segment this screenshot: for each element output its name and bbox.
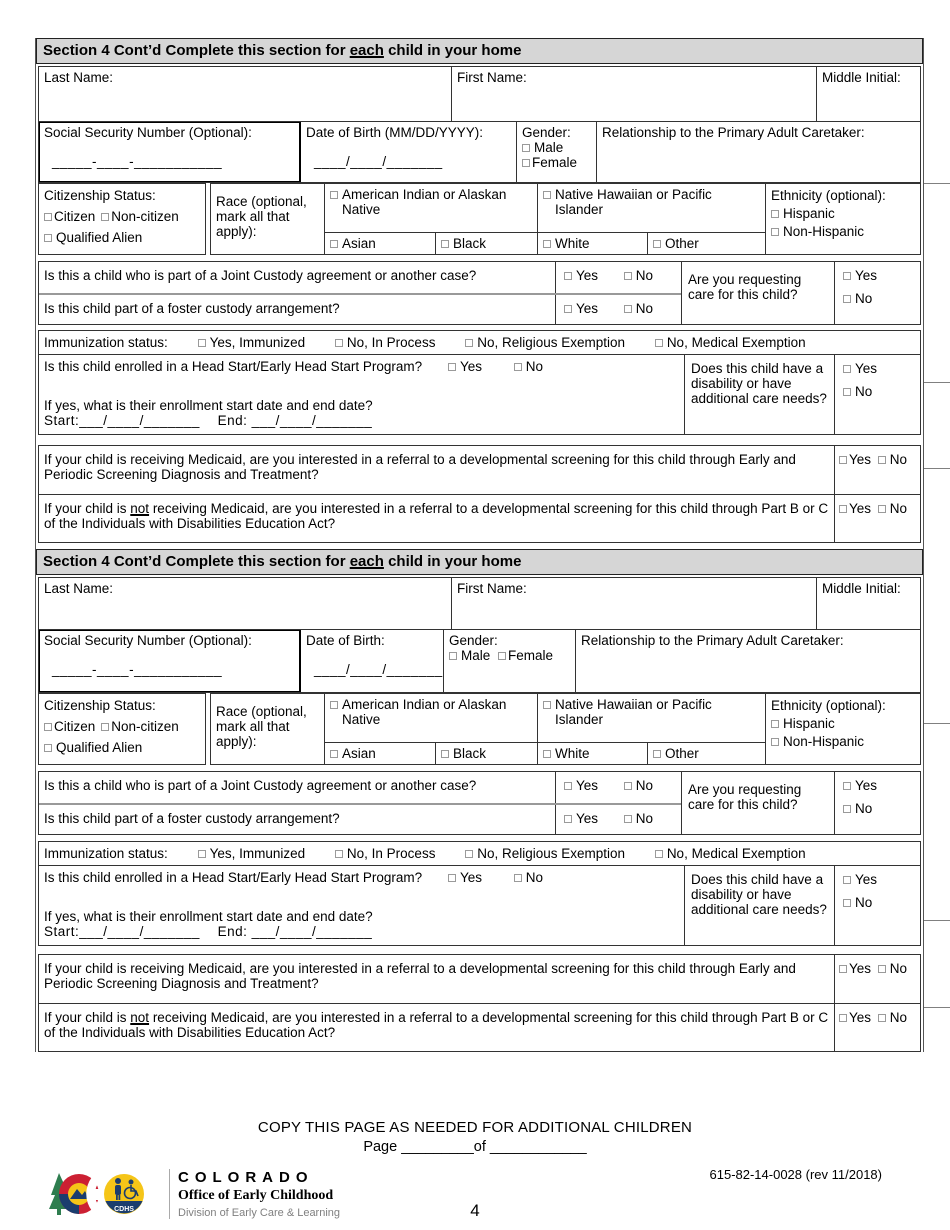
citizenship-race-table [38, 183, 921, 255]
disability-no[interactable] [843, 895, 916, 910]
not-medicaid-question-suffix: receiving Medicaid, are you interested in a referral to a developmental screening for this child through Part B or C of the Individuals with Disabilities Education Act? [44, 501, 829, 531]
first-name-label: First Name: [457, 70, 527, 85]
yes-immunized-label: Yes, Immunized [209, 335, 306, 350]
qualified-alien-option[interactable] [44, 230, 200, 245]
other-checkbox[interactable] [653, 240, 661, 248]
headstart-end-blank[interactable]: End: ___/____/_______ [217, 413, 373, 428]
immunization-option-religious-exemption[interactable] [465, 335, 625, 350]
not-medicaid-yes-checkbox[interactable] [839, 1014, 847, 1022]
requesting-care-question: Are you requesting care for this child? [681, 262, 834, 324]
headstart-start-blank[interactable]: Start:___/____/_______ [44, 413, 200, 428]
headstart-ifyes-label: If yes, what is their enrollment start date and end date? [44, 398, 373, 413]
joint-custody-no[interactable] [624, 778, 653, 793]
immunization-label: Immunization status: [44, 335, 168, 350]
not-medicaid-no-checkbox[interactable] [878, 505, 886, 513]
yes-label: Yes [855, 268, 878, 283]
yes-label: Yes [855, 778, 878, 793]
not-medicaid-question-underlined: not [130, 1010, 150, 1025]
foster-custody-answer [555, 295, 681, 324]
page-number: 4 [470, 1201, 480, 1220]
non-citizen-label: Non-citizen [111, 719, 179, 734]
headstart-no[interactable] [514, 359, 543, 374]
disability-question: Does this child have a disability or have additional care needs? [684, 355, 834, 434]
no-label: No [889, 501, 908, 516]
relationship-field[interactable] [596, 122, 920, 182]
black-checkbox[interactable] [441, 240, 449, 248]
yes-immunized-label: Yes, Immunized [209, 846, 306, 861]
non-citizen-label: Non-citizen [111, 209, 179, 224]
medicaid-no-checkbox[interactable] [878, 456, 886, 464]
medical-exemption-checkbox[interactable] [655, 339, 663, 347]
american-indian-label: American Indian or Alaskan Native [342, 697, 507, 727]
relationship-label: Relationship to the Primary Adult Caretaker: [581, 633, 844, 648]
black-label: Black [453, 236, 487, 251]
american-indian-label: American Indian or Alaskan Native [342, 187, 507, 217]
medical-exemption-label: No, Medical Exemption [666, 846, 806, 861]
yes-label: Yes [459, 359, 482, 374]
no-in-process-label: No, In Process [346, 846, 436, 861]
form-number: 615-82-14-0028 (rev 11/2018) [709, 1167, 882, 1182]
section-header [36, 38, 923, 64]
race-option-asian[interactable] [325, 743, 435, 764]
no-label: No [635, 268, 654, 283]
race-option-white[interactable] [537, 743, 647, 764]
race-option-black[interactable] [435, 233, 537, 254]
ssn-label: Social Security Number (Optional): [44, 633, 252, 648]
headstart-ifyes-label: If yes, what is their enrollment start date and end date? [44, 909, 373, 924]
dob-field[interactable] [301, 630, 443, 692]
requesting-care-yes-checkbox[interactable] [843, 782, 851, 790]
no-label: No [889, 1010, 908, 1025]
no-label: No [635, 811, 654, 826]
medicaid-no-checkbox[interactable] [878, 965, 886, 973]
not-medicaid-question-suffix: receiving Medicaid, are you interested in a referral to a developmental screening for this child through Part B or C of the Individuals with Disabilities Education Act? [44, 1010, 829, 1040]
joint-custody-answer [555, 262, 681, 293]
native-hawaiian-checkbox[interactable] [543, 701, 551, 709]
requesting-care-no[interactable] [843, 801, 916, 816]
headstart-question-area [39, 355, 684, 434]
foster-custody-yes[interactable] [564, 811, 598, 826]
no-label: No [525, 870, 544, 885]
religious-exemption-label: No, Religious Exemption [477, 846, 626, 861]
division-label: Division of Early Care & Learning [178, 1207, 341, 1219]
american-indian-checkbox[interactable] [330, 701, 338, 709]
last-name-field[interactable] [39, 67, 451, 121]
custody-table [38, 771, 921, 835]
form-body [35, 38, 924, 1052]
not-medicaid-answer [834, 495, 920, 542]
qualified-alien-label: Qualified Alien [56, 230, 143, 245]
headstart-yes[interactable] [448, 359, 482, 374]
immunization-row [39, 842, 920, 866]
grid-line [924, 183, 950, 184]
last-name-label: Last Name: [44, 581, 114, 596]
citizenship-box [38, 183, 206, 255]
immunization-row [39, 331, 920, 355]
race-option-other[interactable] [647, 233, 765, 254]
immunization-option-medical-exemption[interactable] [655, 335, 806, 350]
joint-custody-no-checkbox[interactable] [624, 272, 632, 280]
grid-line [924, 723, 950, 724]
yes-label: Yes [576, 301, 599, 316]
gender-male-option[interactable] [522, 140, 591, 155]
relationship-field[interactable] [575, 630, 920, 692]
disability-yes-checkbox[interactable] [843, 365, 851, 373]
no-label: No [635, 778, 654, 793]
hispanic-checkbox[interactable] [771, 210, 779, 218]
not-medicaid-question [39, 1004, 834, 1051]
yes-immunized-checkbox[interactable] [198, 339, 206, 347]
medicaid-table [38, 954, 921, 1052]
copy-page-note: COPY THIS PAGE AS NEEDED FOR ADDITIONAL CHILDREN [257, 1119, 693, 1136]
religious-exemption-checkbox[interactable] [465, 339, 473, 347]
foster-custody-yes[interactable] [564, 301, 598, 316]
yes-label: Yes [849, 501, 872, 516]
disability-yes-checkbox[interactable] [843, 876, 851, 884]
not-medicaid-yes-checkbox[interactable] [839, 505, 847, 513]
immunization-option-yes-immunized[interactable] [198, 335, 306, 350]
joint-custody-yes[interactable] [564, 778, 598, 793]
race-option-black[interactable] [435, 743, 537, 764]
requesting-care-yes-checkbox[interactable] [843, 272, 851, 280]
dob-field[interactable] [301, 122, 516, 182]
asian-label: Asian [342, 236, 376, 251]
immunization-option-no-in-process[interactable] [335, 335, 436, 350]
section-header-text-suffix: child in your home [383, 553, 522, 570]
other-label: Other [665, 236, 699, 251]
yes-label: Yes [576, 811, 599, 826]
no-label: No [889, 961, 908, 976]
white-checkbox[interactable] [543, 240, 551, 248]
joint-custody-question: Is this a child who is part of a Joint Custody agreement or another case? [44, 268, 477, 283]
disability-no-checkbox[interactable] [843, 388, 851, 396]
section-header-text-suffix: child in your home [383, 42, 522, 59]
section-header-text-prefix: Section 4 Cont’d Complete this section for [43, 553, 350, 570]
disability-answer [834, 866, 920, 945]
non-citizen-option[interactable] [101, 719, 179, 734]
no-label: No [855, 895, 873, 910]
requesting-care-answer [834, 262, 920, 324]
non-hispanic-option[interactable] [771, 224, 915, 239]
disability-yes[interactable] [843, 872, 916, 887]
yes-label: Yes [855, 361, 878, 376]
immunization-label: Immunization status: [44, 846, 168, 861]
immunization-option-yes-immunized[interactable] [198, 846, 306, 861]
headstart-question-area [39, 866, 684, 945]
no-label: No [635, 301, 654, 316]
citizenship-box [38, 693, 206, 765]
joint-custody-question: Is this a child who is part of a Joint Custody agreement or another case? [44, 778, 477, 793]
medicaid-question: If your child is receiving Medicaid, are you interested in a referral to a developmental screening for this child through Early and Periodic Screening Diagnosis and Treatment? [44, 961, 796, 991]
native-hawaiian-label: Native Hawaiian or Pacific Islander [555, 697, 712, 727]
relationship-label: Relationship to the Primary Adult Caretaker: [602, 125, 865, 140]
non-hispanic-option[interactable] [771, 734, 915, 749]
not-medicaid-answer [834, 1004, 920, 1051]
gender-male-option[interactable] [449, 648, 490, 663]
first-name-field[interactable] [451, 67, 816, 121]
requesting-care-question: Are you requesting care for this child? [681, 772, 834, 834]
immunization-option-religious-exemption[interactable] [465, 846, 625, 861]
last-name-field[interactable] [39, 578, 451, 629]
hispanic-checkbox[interactable] [771, 720, 779, 728]
no-label: No [889, 452, 908, 467]
non-citizen-option[interactable] [101, 209, 179, 224]
disability-question: Does this child have a disability or have additional care needs? [684, 866, 834, 945]
ethnicity-box [765, 694, 920, 764]
no-in-process-label: No, In Process [346, 335, 436, 350]
grid-line [924, 468, 950, 469]
ssn-blank-line[interactable]: _____-____-___________ [52, 154, 223, 169]
ssn-blank-line[interactable]: _____-____-___________ [52, 662, 223, 677]
white-checkbox[interactable] [543, 750, 551, 758]
requesting-care-no-checkbox[interactable] [843, 805, 851, 813]
name-table [38, 577, 921, 693]
medicaid-table [38, 445, 921, 543]
white-label: White [555, 746, 590, 761]
yes-label: Yes [849, 961, 872, 976]
other-label: Other [665, 746, 699, 761]
requesting-care-no-checkbox[interactable] [843, 295, 851, 303]
citizen-label: Citizen [54, 719, 96, 734]
not-medicaid-question-prefix: If your child is [44, 1010, 131, 1025]
requesting-care-answer [834, 772, 920, 834]
section-header [36, 549, 923, 575]
no-in-process-checkbox[interactable] [335, 339, 343, 347]
qualified-alien-option[interactable] [44, 740, 200, 755]
male-checkbox[interactable] [522, 144, 530, 152]
religious-exemption-label: No, Religious Exemption [477, 335, 626, 350]
native-hawaiian-checkbox[interactable] [543, 191, 551, 199]
requesting-care-yes[interactable] [843, 778, 916, 793]
colorado-wordmark: COLORADO [178, 1169, 314, 1186]
medicaid-answer [834, 446, 920, 494]
middle-initial-label: Middle Initial: [822, 581, 901, 596]
hispanic-label: Hispanic [783, 716, 835, 731]
joint-custody-no-checkbox[interactable] [624, 782, 632, 790]
medical-exemption-checkbox[interactable] [655, 850, 663, 858]
yes-label: Yes [849, 452, 872, 467]
foster-custody-answer [555, 805, 681, 834]
requesting-care-no[interactable] [843, 291, 916, 306]
non-hispanic-checkbox[interactable] [771, 738, 779, 746]
headstart-yes[interactable] [448, 870, 482, 885]
black-checkbox[interactable] [441, 750, 449, 758]
citizen-label: Citizen [54, 209, 96, 224]
medical-exemption-label: No, Medical Exemption [666, 335, 806, 350]
citizenship-label: Citizenship Status: [44, 698, 156, 713]
race-label: Race (optional, mark all that apply): [211, 184, 325, 254]
joint-custody-yes[interactable] [564, 268, 598, 283]
immunization-headstart-table [38, 841, 921, 946]
hispanic-option[interactable] [771, 716, 915, 731]
grid-line [924, 920, 950, 921]
disability-yes[interactable] [843, 361, 916, 376]
medicaid-yes-checkbox[interactable] [839, 965, 847, 973]
section-header-text-underlined: each [349, 553, 384, 570]
race-table [210, 693, 921, 765]
not-medicaid-no-checkbox[interactable] [878, 1014, 886, 1022]
not-medicaid-question-underlined: not [130, 501, 150, 516]
yes-immunized-checkbox[interactable] [198, 850, 206, 858]
ssn-label: Social Security Number (Optional): [44, 125, 252, 140]
citizenship-race-table [38, 693, 921, 765]
qualified-alien-label: Qualified Alien [56, 740, 143, 755]
religious-exemption-checkbox[interactable] [465, 850, 473, 858]
no-label: No [855, 384, 873, 399]
dob-label: Date of Birth (MM/DD/YYYY): [306, 125, 484, 140]
hispanic-label: Hispanic [783, 206, 835, 221]
foster-custody-no-checkbox[interactable] [624, 815, 632, 823]
gender-female-option[interactable] [522, 155, 591, 170]
cdhs-badge-label: CDHS [114, 1206, 134, 1213]
joint-custody-yes-checkbox[interactable] [564, 272, 572, 280]
foster-custody-no-checkbox[interactable] [624, 305, 632, 313]
headstart-yes-checkbox[interactable] [448, 363, 456, 371]
citizenship-label: Citizenship Status: [44, 188, 156, 203]
ssn-field[interactable] [39, 122, 301, 182]
race-option-american-indian[interactable] [325, 184, 537, 232]
joint-custody-no[interactable] [624, 268, 653, 283]
foster-custody-question: Is this child part of a foster custody arrangement? [44, 811, 340, 826]
headstart-start-blank[interactable]: Start:___/____/_______ [44, 924, 200, 939]
yes-label: Yes [849, 1010, 872, 1025]
dob-blank-line[interactable]: ____/____/_______ [314, 154, 443, 169]
white-label: White [555, 236, 590, 251]
medicaid-yes-checkbox[interactable] [839, 456, 847, 464]
yes-label: Yes [855, 872, 878, 887]
yes-label: Yes [576, 268, 599, 283]
no-label: No [525, 359, 544, 374]
headstart-yes-checkbox[interactable] [448, 874, 456, 882]
ethnicity-label: Ethnicity (optional): [771, 698, 886, 713]
not-medicaid-question-prefix: If your child is [44, 501, 131, 516]
ethnicity-label: Ethnicity (optional): [771, 188, 886, 203]
requesting-care-yes[interactable] [843, 268, 916, 283]
male-checkbox[interactable] [449, 652, 457, 660]
headstart-question: Is this child enrolled in a Head Start/Early Head Start Program? [44, 870, 423, 885]
non-citizen-checkbox[interactable] [101, 213, 109, 221]
gender-label: Gender: [449, 633, 498, 648]
immunization-option-no-in-process[interactable] [335, 846, 436, 861]
black-label: Black [453, 746, 487, 761]
yes-label: Yes [459, 870, 482, 885]
non-citizen-checkbox[interactable] [101, 723, 109, 731]
non-hispanic-checkbox[interactable] [771, 228, 779, 236]
qualified-alien-checkbox[interactable] [44, 744, 52, 752]
first-name-label: First Name: [457, 581, 527, 596]
last-name-label: Last Name: [44, 70, 114, 85]
female-label: Female [508, 648, 554, 663]
foster-custody-no[interactable] [624, 811, 653, 826]
joint-custody-yes-checkbox[interactable] [564, 782, 572, 790]
yes-label: Yes [576, 778, 599, 793]
disability-no[interactable] [843, 384, 916, 399]
race-option-white[interactable] [537, 233, 647, 254]
office-of-early-childhood-label: Office of Early Childhood [178, 1188, 334, 1203]
name-table [38, 66, 921, 183]
hispanic-option[interactable] [771, 206, 915, 221]
gender-field [443, 630, 575, 692]
middle-initial-field[interactable] [816, 67, 920, 121]
gender-label: Gender: [522, 125, 571, 140]
qualified-alien-checkbox[interactable] [44, 234, 52, 242]
asian-checkbox[interactable] [330, 240, 338, 248]
citizen-option[interactable] [44, 209, 95, 224]
foster-custody-yes-checkbox[interactable] [564, 305, 572, 313]
not-medicaid-question [39, 495, 834, 542]
race-table [210, 183, 921, 255]
race-option-native-hawaiian[interactable] [537, 694, 765, 742]
gender-female-option[interactable] [498, 648, 553, 663]
dob-blank-line[interactable]: ____/____/_______ [314, 662, 443, 677]
page-of-line[interactable]: Page _________of ____________ [363, 1139, 587, 1155]
no-label: No [855, 291, 873, 306]
female-checkbox[interactable] [522, 159, 530, 167]
ssn-field[interactable] [39, 630, 301, 692]
medicaid-question: If your child is receiving Medicaid, are you interested in a referral to a developmental screening for this child through Early and Periodic Screening Diagnosis and Treatment? [44, 452, 796, 482]
no-label: No [855, 801, 873, 816]
race-option-american-indian[interactable] [325, 694, 537, 742]
custody-table [38, 261, 921, 325]
male-label: Male [534, 140, 564, 155]
grid-line [924, 1007, 950, 1008]
american-indian-checkbox[interactable] [330, 191, 338, 199]
dob-label: Date of Birth: [306, 633, 385, 648]
foster-custody-no[interactable] [624, 301, 653, 316]
disability-no-checkbox[interactable] [843, 899, 851, 907]
middle-initial-label: Middle Initial: [822, 70, 901, 85]
foster-custody-yes-checkbox[interactable] [564, 815, 572, 823]
female-checkbox[interactable] [498, 652, 506, 660]
citizen-checkbox[interactable] [44, 213, 52, 221]
race-option-other[interactable] [647, 743, 765, 764]
headstart-no-checkbox[interactable] [514, 874, 522, 882]
non-hispanic-label: Non-Hispanic [783, 224, 865, 239]
section-header-text-prefix: Section 4 Cont’d Complete this section for [43, 42, 350, 59]
native-hawaiian-label: Native Hawaiian or Pacific Islander [555, 187, 712, 217]
grid-line [924, 382, 950, 383]
asian-checkbox[interactable] [330, 750, 338, 758]
headstart-end-blank[interactable]: End: ___/____/_______ [217, 924, 373, 939]
race-option-native-hawaiian[interactable] [537, 184, 765, 232]
citizen-option[interactable] [44, 719, 95, 734]
first-name-field[interactable] [451, 578, 816, 629]
foster-custody-question: Is this child part of a foster custody arrangement? [44, 301, 340, 316]
immunization-headstart-table [38, 330, 921, 435]
section-header-text-underlined: each [349, 42, 384, 59]
joint-custody-answer [555, 772, 681, 803]
other-checkbox[interactable] [653, 750, 661, 758]
immunization-option-medical-exemption[interactable] [655, 846, 806, 861]
disability-answer [834, 355, 920, 434]
male-label: Male [461, 648, 491, 663]
ethnicity-box [765, 184, 920, 254]
gender-field [516, 122, 596, 182]
headstart-question: Is this child enrolled in a Head Start/Early Head Start Program? [44, 359, 423, 374]
citizen-checkbox[interactable] [44, 723, 52, 731]
non-hispanic-label: Non-Hispanic [783, 734, 865, 749]
race-option-asian[interactable] [325, 233, 435, 254]
middle-initial-field[interactable] [816, 578, 920, 629]
no-in-process-checkbox[interactable] [335, 850, 343, 858]
headstart-no-checkbox[interactable] [514, 363, 522, 371]
medicaid-answer [834, 955, 920, 1003]
asian-label: Asian [342, 746, 376, 761]
female-label: Female [532, 155, 578, 170]
headstart-no[interactable] [514, 870, 543, 885]
race-label: Race (optional, mark all that apply): [211, 694, 325, 764]
